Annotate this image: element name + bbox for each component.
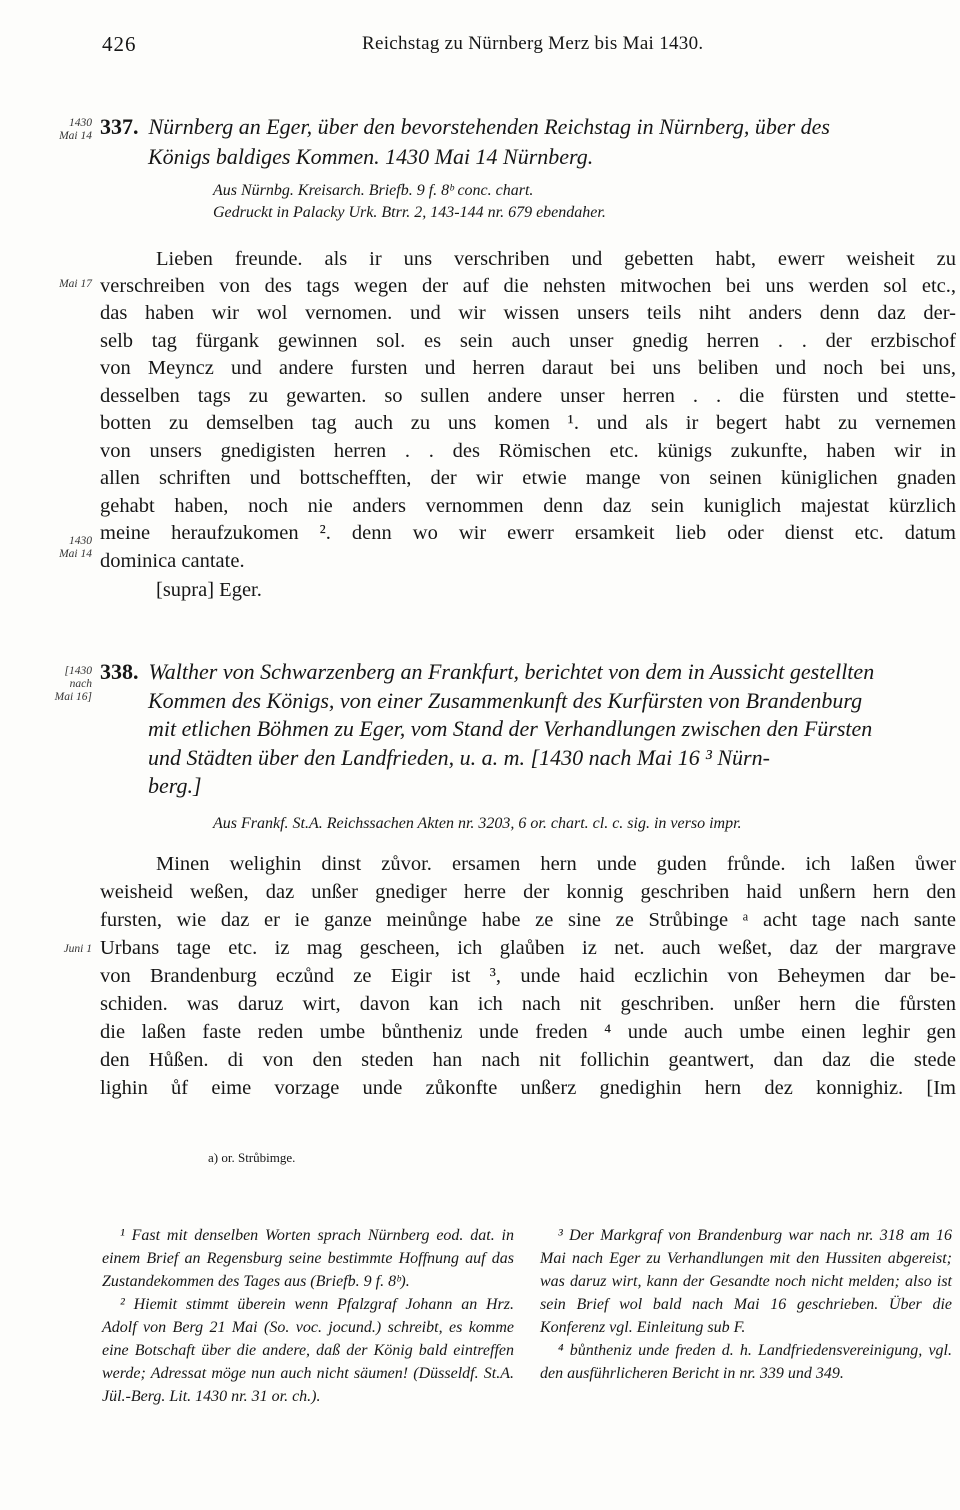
- margin-date-mai14: 1430 Mai 14: [59, 535, 92, 560]
- closing-line: [supra] Eger.: [156, 579, 262, 601]
- footnote-column-right: [540, 1224, 952, 1385]
- footnote-column-left: [102, 1224, 514, 1408]
- doc-number-337: 337.: [100, 114, 139, 139]
- margin-date-337: 1430 Mai 14: [59, 117, 92, 142]
- doc-338-title-line-1: Walther von Schwarzenberg an Frankfurt, berichtet von dem in Aussicht gestellten: [148, 659, 875, 684]
- source-line: Aus Nürnbg. Kreisarch. Briefb. 9 f. 8ᵇ conc. chart.: [213, 182, 534, 199]
- footnote-4: ⁴ bůntheniz unde freden d. h. Landfriedensvereinigung, vgl. den ausführlicheren Bericht in nr. 339 und 349.: [540, 1342, 952, 1382]
- text-line: desselben tags zu gewarten. so sullen andere unser herren . . die fürsten und stette-: [100, 385, 956, 407]
- text-line: verschreiben von des tags wegen der auf die nehsten mitwochen bei uns werden sol etc.,: [100, 275, 956, 297]
- text-line: botten zu demselben tag auch zu uns komen ¹. und als ir begert habt zu vernemen: [100, 412, 956, 434]
- footnote-1: ¹ Fast mit denselben Worten sprach Nürnberg eod. dat. in einem Brief an Regensburg seine bestimmte Hoffnung auf das Zustandekommen des Tages aus (Briefb. 9 f. 8ᵇ).: [102, 1227, 514, 1290]
- footnote-2: ² Hiemit stimmt überein wenn Pfalzgraf Johann an Hrz. Adolf von Berg 21 Mai (So. voc. jocund.) schreibt, es komme eine Botschaft über die andere, daß der König bald eintreffen werde; Adressat möge nun auch nicht säumen! (Düsseldf. St.A. Jül.-Berg. Lit. 1430 nr. 31 or. ch.).: [102, 1296, 514, 1405]
- source-line: Gedruckt in Palacky Urk. Btrr. 2, 143-144 nr. 679 ebendaher.: [213, 204, 606, 221]
- text-line: dominica cantate.: [100, 550, 245, 572]
- text-line: weisheid weßen, daz unßer gnediger herre der konnig geschriben haid unßern hern den: [100, 881, 956, 903]
- text-line: meine heraufzukomen ². denn wo wir ewerr ersamkeit lieb oder dienst etc. datum: [100, 522, 956, 544]
- text-line: die laßen faste reden umbe bůntheniz unde freden ⁴ unde auch umbe einen leghir gen: [100, 1021, 956, 1043]
- text-line: fursten, wie daz er ie ganze meinůnge habe ze sine ze Strůbinge ᵃ acht tage nach sante: [100, 909, 956, 931]
- text-line: Lieben freunde. als ir uns verschriben und gebetten habt, ewerr weisheit zu: [156, 248, 956, 270]
- doc-337-source: [213, 180, 606, 224]
- margin-date-mai17: Mai 17: [59, 278, 92, 290]
- doc-337-title-line-1: Nürnberg an Eger, über den bevorstehenden Reichstag in Nürnberg, über des: [148, 114, 830, 139]
- margin-date-338: [1430 nach Mai 16]: [54, 665, 92, 703]
- doc-337-heading: [100, 112, 956, 172]
- doc-337-title-line-2: Königs baldiges Kommen. 1430 Mai 14 Nürnberg.: [148, 144, 594, 169]
- doc-338-title-line-3: mit etlichen Böhmen zu Eger, vom Stand der Verhandlungen zwischen den Fürsten: [148, 716, 873, 741]
- doc-number-338: 338.: [100, 659, 139, 684]
- textual-apparatus: a) or. Strůbimge.: [208, 1150, 296, 1165]
- text-line: von unsers gnedigisten herren . . des Römischen etc. künigs zukunfte, haben wir in: [100, 440, 956, 462]
- text-line: Urbans tage etc. iz mag gescheen, ich glaůben iz net. auch weßet, daz der margrave: [100, 937, 956, 959]
- footnote-3: ³ Der Markgraf von Brandenburg war nach nr. 318 am 16 Mai nach Eger zu Verhandlungen mit den Hussiten abgereist; was daruz wirt, kann der Gesandte noch nicht melden; also ist sein Brief wol bald nach Mai 16 geschrieben. Über die Konferenz vgl. Einleitung sub F.: [540, 1227, 952, 1336]
- running-head: Reichstag zu Nürnberg Merz bis Mai 1430.: [362, 33, 704, 54]
- text-line: schiden. was daruz wirt, davon kan ich nach nit geschriben. unßer hern die fůrsten: [100, 993, 956, 1015]
- page-number: 426: [102, 32, 137, 56]
- doc-338-heading: [100, 658, 956, 801]
- text-line: den Hůßen. di von den steden han nach nit follichin geantwert, dan daz die stede: [100, 1049, 956, 1071]
- margin-date-juni1: Juni 1: [63, 943, 92, 955]
- text-line: lighin ůf eime vorzage unde zůkonfte unßerz gnedighin hern dez konnighiz. [Im: [100, 1077, 956, 1099]
- text-line: allen schriften und bottschefften, der wir etwie mange von seinen küniglichen gnaden: [100, 467, 956, 489]
- text-line: Minen welighin dinst zůvor. ersamen hern unde guden frůnde. ich laßen ůwer: [156, 853, 956, 875]
- doc-338-title-line-2: Kommen des Königs, von einer Zusammenkunft des Kurfürsten von Brandenburg: [148, 687, 863, 713]
- text-line: gehabt haben, noch nie anders vernommen denn daz sein kuniglich majestat kürzlich: [100, 495, 956, 517]
- doc-338-source: Aus Frankf. St.A. Reichssachen Akten nr. 3203, 6 or. chart. cl. c. sig. in verso impr.: [213, 815, 742, 832]
- text-line: von Brandenburg eczůnd ze Eigir ist ³, unde haid eczlichin von Beheymen dar be-: [100, 965, 956, 987]
- doc-338-title-line-5: berg.]: [148, 773, 202, 798]
- text-line: von Meyncz und andere fursten und herren daraut bei uns beliben und noch bei uns,: [100, 357, 956, 379]
- doc-338-title-line-4: und Städten über den Landfrieden, u. a. m. [1430 nach Mai 16 ³ Nürn-: [148, 744, 770, 770]
- text-line: das haben wir wol vernomen. und wir wissen unsers teils niht anders denn daz der-: [100, 302, 956, 324]
- text-line: selb tag fürgank gewinnen sol. es sein auch unser gnedig herren . . der erzbischof: [100, 330, 956, 352]
